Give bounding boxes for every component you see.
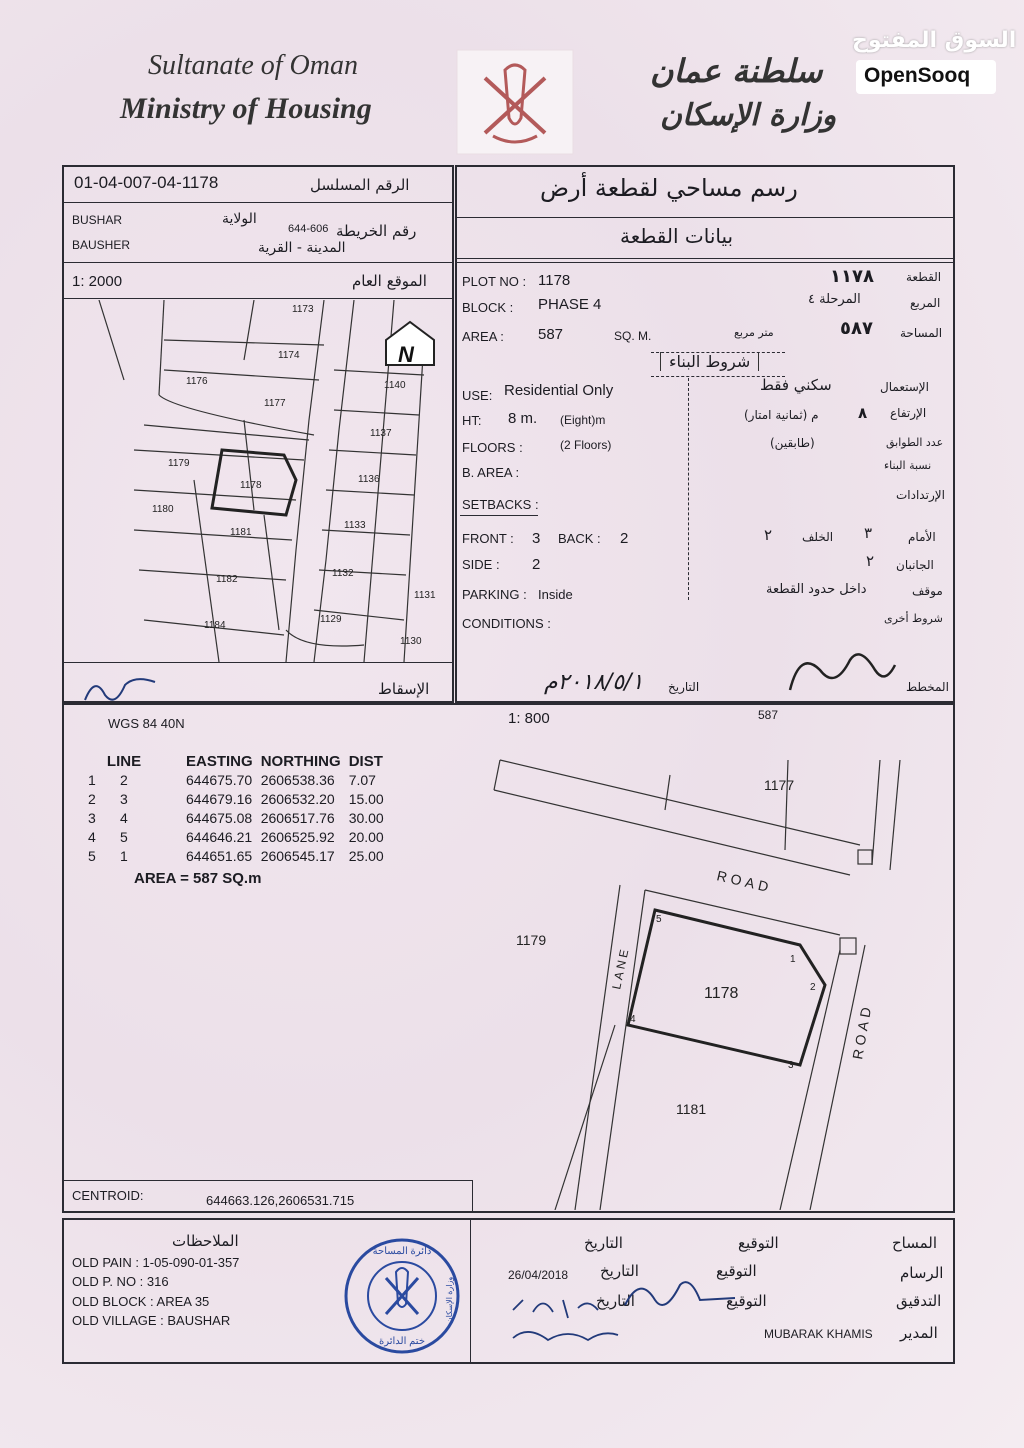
loc-plot-1180: 1180 — [152, 504, 174, 515]
area-value: 587 — [538, 326, 564, 343]
planner-ar-label: المخطط — [906, 680, 949, 694]
audit-role: التدقيق — [896, 1292, 942, 1310]
area-ar-value: ٥٨٧ — [840, 318, 873, 339]
loc-plot-1176: 1176 — [186, 376, 208, 387]
table-row: 3 4 644675.08 2606517.76 30.00 — [88, 810, 384, 826]
loc-plot-1178: 1178 — [240, 480, 262, 491]
stamp-top-text: دائرة المساحة — [372, 1246, 432, 1257]
table-row: 5 1 644651.65 2606545.17 25.00 — [88, 848, 384, 864]
left-initial-signature-icon — [80, 670, 160, 710]
loc-plot-1173: 1173 — [292, 304, 314, 315]
loc-plot-1177: 1177 — [264, 398, 286, 409]
draftsman-role: الرسام — [900, 1264, 944, 1282]
area-total: AREA = 587 SQ.m — [134, 870, 262, 887]
old-block: OLD BLOCK : AREA 35 — [72, 1294, 210, 1309]
conditions-label: CONDITIONS : — [462, 616, 551, 631]
loc-plot-1136: 1136 — [358, 474, 380, 485]
ht-value: 8 m. — [508, 410, 538, 427]
audit-date-label: التاريخ — [596, 1292, 635, 1310]
serial-label: الرقم المسلسل — [310, 176, 410, 194]
detail-plot-1177: 1177 — [764, 777, 795, 793]
ht-ar-words: م (ثمانية امتار) — [744, 408, 819, 422]
notes-label: الملاحظات — [172, 1232, 239, 1250]
stamp-side-text: وزارة الإسكان — [445, 1276, 454, 1324]
lane-label: LANE — [609, 945, 632, 991]
table-row: 1 2 644675.70 2606538.36 7.07 — [88, 772, 376, 788]
area-unit: SQ. M. — [614, 329, 652, 343]
side-value: 2 — [532, 556, 541, 573]
parking-label: PARKING : — [462, 587, 527, 602]
oman-emblem-icon — [455, 48, 575, 156]
vertex-4: 4 — [630, 1014, 636, 1025]
draftsman-date: 26/04/2018 — [508, 1268, 569, 1282]
centroid-label: CENTROID: — [72, 1188, 144, 1203]
watermark-arabic: السوق المفتوح — [852, 28, 1017, 53]
block-ar-label: المربع — [910, 296, 941, 310]
country-title-en: Sultanate of Oman — [148, 50, 358, 81]
surveyor-role: المساح — [892, 1234, 938, 1252]
use-value: Residential Only — [504, 382, 614, 399]
old-pain: OLD PAIN : 1-05-090-01-357 — [72, 1255, 240, 1270]
detail-map-scale: 1: 800 — [508, 710, 550, 727]
building-conditions-title: شروط البناء — [660, 352, 759, 371]
loc-plot-1133: 1133 — [344, 520, 366, 531]
plot-no-ar-value: ١١٧٨ — [830, 266, 874, 287]
use-ar-label: الإستعمال — [880, 380, 929, 394]
serial-value: 01-04-007-04-1178 — [74, 173, 219, 192]
loc-plot-1130: 1130 — [400, 636, 422, 647]
planner-signature-icon — [780, 640, 900, 700]
back-ar-label: الخلف — [802, 530, 834, 544]
col-easting: EASTING — [186, 753, 253, 770]
ministry-title-ar: وزارة الإسكان — [660, 98, 837, 133]
vertex-3: 3 — [788, 1060, 794, 1071]
plot-no-value: 1178 — [538, 272, 571, 289]
loc-plot-1132: 1132 — [332, 568, 354, 579]
centroid-value: 644663.126,2606531.715 — [206, 1193, 355, 1208]
ministry-stamp-icon — [340, 1234, 464, 1358]
floors-value: (2 Floors) — [560, 438, 612, 452]
plot-data-title: بيانات القطعة — [620, 224, 734, 248]
block-ar-value: المرحلة ٤ — [808, 292, 861, 307]
ministry-title-en: Ministry of Housing — [120, 92, 372, 125]
table-row: 2 3 644679.16 2606532.20 15.00 — [88, 791, 384, 807]
use-label: USE: — [462, 388, 493, 403]
side-ar-value: ٢ — [866, 552, 875, 570]
ht-label: HT: — [462, 413, 482, 428]
block-value: PHASE 4 — [538, 296, 602, 313]
projection-label: الإسقاط — [378, 680, 430, 698]
back-label: BACK : — [558, 531, 601, 546]
surveyor-sign: التوقيع — [738, 1234, 779, 1252]
watermark-latin: OpenSooq — [864, 64, 971, 87]
draftsman-date-label: التاريخ — [600, 1262, 639, 1280]
barea-ar-label: نسبة البناء — [884, 459, 932, 472]
stamp-bottom-text: ختم الدائرة — [378, 1336, 426, 1347]
area-ar-unit: متر مربع — [734, 326, 774, 339]
coordinates-table — [84, 752, 388, 866]
road-right-label: ROAD — [849, 1002, 875, 1061]
detail-plot-1181: 1181 — [676, 1101, 707, 1117]
loc-plot-1140: 1140 — [384, 380, 406, 391]
audit-sign: التوقيع — [726, 1292, 767, 1310]
floors-ar-label: عدد الطوابق — [886, 436, 944, 449]
setbacks-ar-label: الإرتدادات — [896, 488, 945, 502]
barea-label: B. AREA : — [462, 465, 520, 480]
wilayat-label: الولاية — [222, 211, 257, 227]
back-ar-value: ٢ — [764, 526, 773, 544]
loc-plot-1129: 1129 — [320, 614, 342, 625]
director-role: المدير — [900, 1324, 938, 1342]
ht-ar-value: ٨ — [858, 404, 868, 422]
side-label: SIDE : — [462, 557, 500, 572]
plot-no-label: PLOT NO : — [462, 274, 527, 289]
projection-value: WGS 84 40N — [108, 716, 185, 731]
handwritten-date-icon — [508, 1290, 658, 1350]
floors-label: FLOORS : — [462, 440, 523, 455]
use-ar-value: سكني فقط — [760, 376, 832, 394]
parking-value: Inside — [538, 587, 573, 602]
north-label: N — [398, 342, 414, 367]
conditions-ar-label: شروط أخرى — [884, 612, 943, 625]
location-label: الموقع العام — [352, 272, 427, 290]
road-top-label: ROAD — [715, 867, 774, 896]
loc-plot-1174: 1174 — [278, 350, 300, 361]
draftsman-sign: التوقيع — [716, 1262, 757, 1280]
loc-plot-1184: 1184 — [204, 620, 226, 631]
loc-plot-1182: 1182 — [216, 574, 238, 585]
detail-plot-1179: 1179 — [516, 932, 547, 948]
floors-ar-value: (طابقين) — [770, 436, 815, 450]
back-value: 2 — [620, 530, 629, 547]
col-northing: NORTHING — [260, 753, 341, 770]
location-scale: 1: 2000 — [72, 273, 123, 290]
map-no-label: رقم الخريطة — [336, 222, 417, 240]
document-title: رسم مساحي لقطعة أرض — [540, 174, 798, 202]
front-ar-value: ٣ — [864, 524, 873, 542]
city-value: BAUSHER — [72, 238, 131, 252]
parking-ar-value: داخل حدود القطعة — [766, 582, 867, 597]
date-ar-label: التاريخ — [668, 680, 700, 694]
col-dist: DIST — [348, 753, 383, 770]
front-value: 3 — [532, 530, 541, 547]
loc-plot-1131: 1131 — [414, 590, 436, 601]
col-line: LINE — [106, 753, 142, 770]
setbacks-label: SETBACKS : — [462, 497, 539, 512]
loc-plot-1181: 1181 — [230, 527, 252, 538]
north-arrow-icon — [386, 322, 434, 367]
city-label: المدينة - القرية — [258, 240, 346, 256]
director-name: MUBARAK KHAMIS — [764, 1327, 873, 1341]
front-ar-label: الأمام — [908, 530, 936, 544]
loc-plot-1137: 1137 — [370, 428, 392, 439]
surveyor-date: التاريخ — [584, 1234, 623, 1252]
ht-ar-label: الإرتفاع — [890, 406, 927, 420]
area-ar-label: المساحة — [900, 326, 943, 340]
table-row: 4 5 644646.21 2606525.92 20.00 — [88, 829, 384, 845]
map-no-value: 644-606 — [288, 223, 329, 235]
country-title-ar: سلطنة عمان — [650, 52, 823, 90]
detail-plot-1178: 1178 — [704, 985, 739, 1002]
detail-map-area: 587 — [758, 708, 779, 722]
vertex-5: 5 — [656, 914, 662, 925]
vertex-1: 1 — [790, 954, 796, 965]
vertex-2: 2 — [810, 982, 816, 993]
wilayat-value: BUSHAR — [72, 213, 123, 227]
detail-plot-map — [480, 740, 950, 1210]
location-map — [64, 300, 452, 662]
old-village: OLD VILLAGE : BAUSHAR — [72, 1313, 231, 1328]
block-label: BLOCK : — [462, 300, 514, 315]
old-pno: OLD P. NO : 316 — [72, 1274, 169, 1289]
plot-no-ar-label: القطعة — [906, 270, 942, 284]
front-label: FRONT : — [462, 531, 514, 546]
ht-words: (Eight)m — [560, 413, 606, 427]
side-ar-label: الجانبان — [896, 558, 934, 572]
loc-plot-1179: 1179 — [168, 458, 190, 469]
area-label: AREA : — [462, 329, 504, 344]
parking-ar-label: موقف — [912, 584, 943, 598]
date-ar-value: ٢٠١٨/٥/١م — [544, 670, 644, 695]
